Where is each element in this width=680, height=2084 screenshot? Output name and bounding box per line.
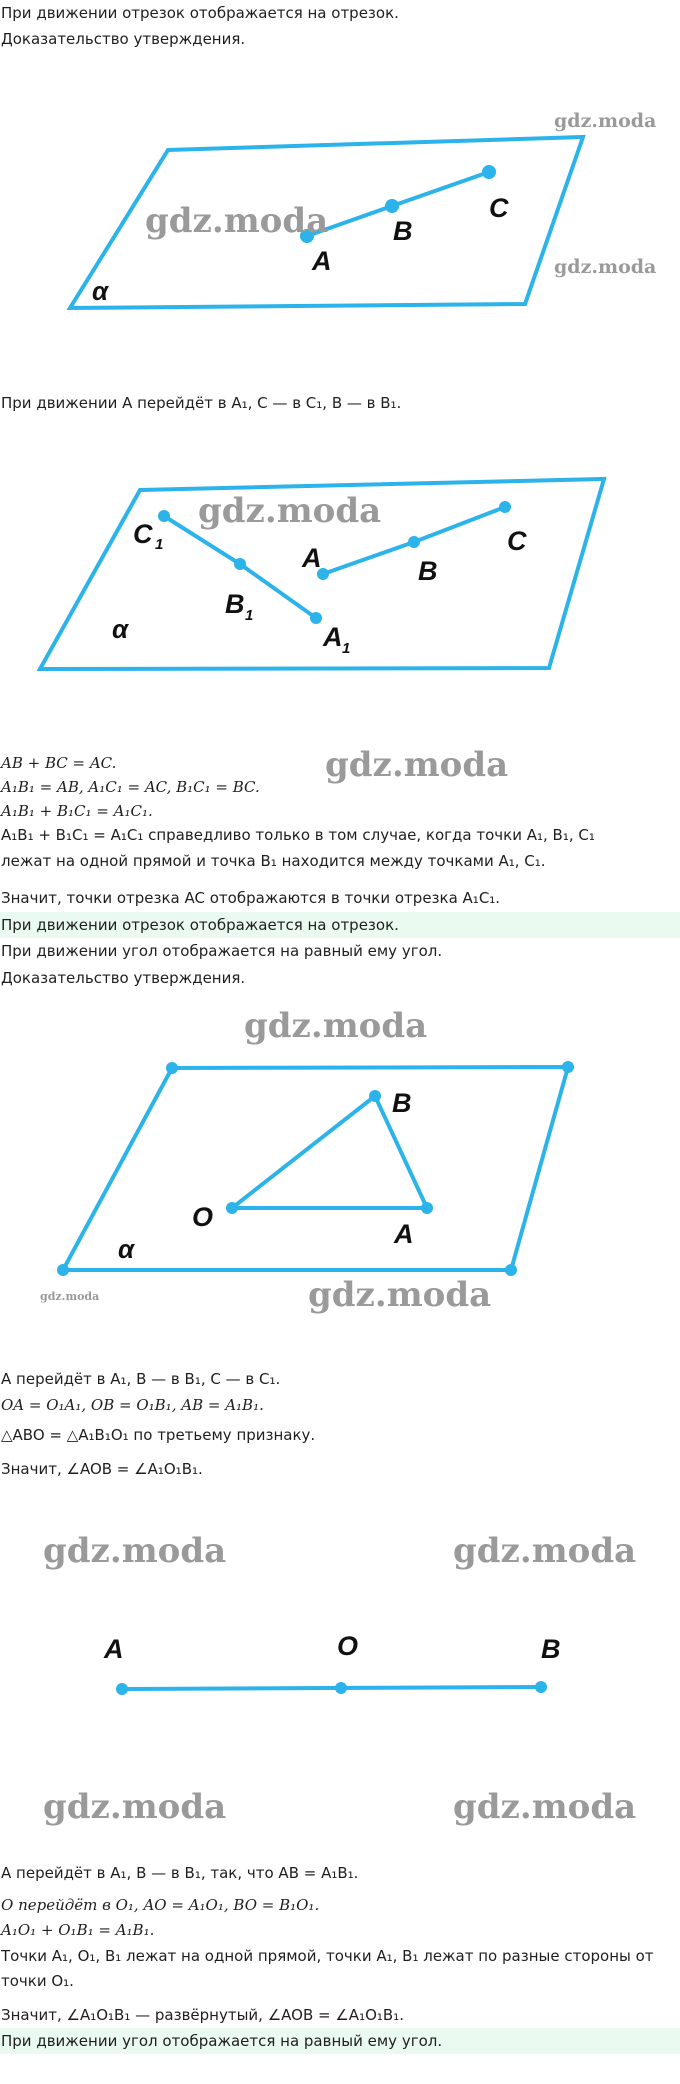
text-collinear-cont: точки O₁. (1, 1972, 74, 1990)
watermark: gdz.moda (554, 256, 657, 278)
watermark: gdz.moda (554, 110, 657, 132)
label-b: B (418, 556, 438, 586)
point-b (385, 199, 399, 213)
label-a: A (302, 543, 322, 573)
label-alpha: α (112, 614, 129, 644)
label-b1-sub: 1 (245, 607, 254, 624)
label-alpha: α (118, 1234, 135, 1264)
label-a1: A (323, 622, 343, 652)
label-o: O (337, 1631, 359, 1661)
label-c1-sub: 1 (155, 536, 164, 553)
equation-4: A₁B₁ + B₁C₁ = A₁C₁ справедливо только в том случае, когда точки A₁, B₁, C₁ (1, 826, 595, 844)
statement-heading: При движении угол отображается на равный ему угол. (1, 942, 443, 960)
label-b: B (393, 216, 413, 246)
text-mapping: A перейдёт в A₁, B — в B₁, так, что AB = A₁B₁. (1, 1864, 359, 1882)
conclusion-angle: Значит, ∠AOB = ∠A₁O₁B₁. (1, 1460, 203, 1478)
equation-2: A₁B₁ = AB, A₁C₁ = AC, B₁C₁ = BC. (1, 778, 260, 796)
figure-angle-plane (0, 1000, 680, 1320)
label-c: C (489, 193, 509, 223)
proof-title: Доказательство утверждения. (1, 969, 246, 987)
label-b: B (541, 1634, 561, 1664)
watermark: gdz.moda (325, 745, 509, 785)
label-b1: B (225, 589, 245, 619)
conclusion-straight: Значит, ∠A₁O₁B₁ — развёрнутый, ∠AOB = ∠A₁O₁B₁. (1, 2006, 404, 2024)
conclusion: Значит, точки отрезка AC отображаются в точки отрезка A₁C₁. (1, 889, 501, 907)
point-c (482, 165, 496, 179)
triangle-congruence: △ABO = △A₁B₁O₁ по третьему признаку. (1, 1426, 316, 1444)
equation-1: AB + BC = AC. (1, 754, 117, 772)
watermark: gdz.moda (43, 1531, 227, 1571)
text-collinear: Точки A₁, O₁, B₁ лежат на одной прямой, точки A₁, B₁ лежат по разные стороны от (1, 1947, 654, 1965)
statement-summary: При движении угол отображается на равный ему угол. (0, 2028, 680, 2054)
label-a1-sub: 1 (342, 640, 351, 657)
statement-summary: При движении отрезок отображается на отрезок. (0, 912, 680, 938)
statement-heading: При движении отрезок отображается на отрезок. (1, 4, 399, 22)
equation-o: O перейдёт в O₁, AO = A₁O₁, BO = B₁O₁. (1, 1896, 320, 1914)
proof-title: Доказательство утверждения. (1, 30, 246, 48)
watermark: gdz.moda (40, 1290, 100, 1303)
equation-sides: OA = O₁A₁, OB = O₁B₁, AB = A₁B₁. (1, 1396, 264, 1414)
equation-sum: A₁O₁ + O₁B₁ = A₁B₁. (1, 1921, 155, 1939)
label-alpha: α (92, 276, 109, 306)
figure-segment-image (0, 465, 680, 690)
text-mapping: При движении A перейдёт в A₁, C — в C₁, B — в B₁. (1, 394, 402, 412)
label-b: B (392, 1088, 412, 1118)
watermark: gdz.moda (43, 1787, 227, 1827)
watermark: gdz.moda (244, 1006, 428, 1046)
label-a: A (104, 1634, 124, 1664)
text-mapping: A перейдёт в A₁, B — в B₁, C — в C₁. (1, 1370, 281, 1388)
watermark: gdz.moda (453, 1787, 637, 1827)
watermark: gdz.moda (145, 201, 329, 241)
label-a: A (312, 246, 332, 276)
label-a: A (394, 1219, 414, 1249)
equation-3: A₁B₁ + B₁C₁ = A₁C₁. (1, 802, 153, 820)
figure-straight-angle (0, 1515, 680, 1835)
label-c: C (507, 526, 527, 556)
watermark: gdz.moda (453, 1531, 637, 1571)
label-o: O (192, 1202, 214, 1232)
watermark: gdz.moda (198, 491, 382, 531)
watermark: gdz.moda (308, 1275, 492, 1315)
figure-segment-plane (0, 100, 680, 325)
label-c1: C (133, 519, 153, 549)
equation-5: лежат на одной прямой и точка B₁ находится между точками A₁, C₁. (1, 852, 546, 870)
